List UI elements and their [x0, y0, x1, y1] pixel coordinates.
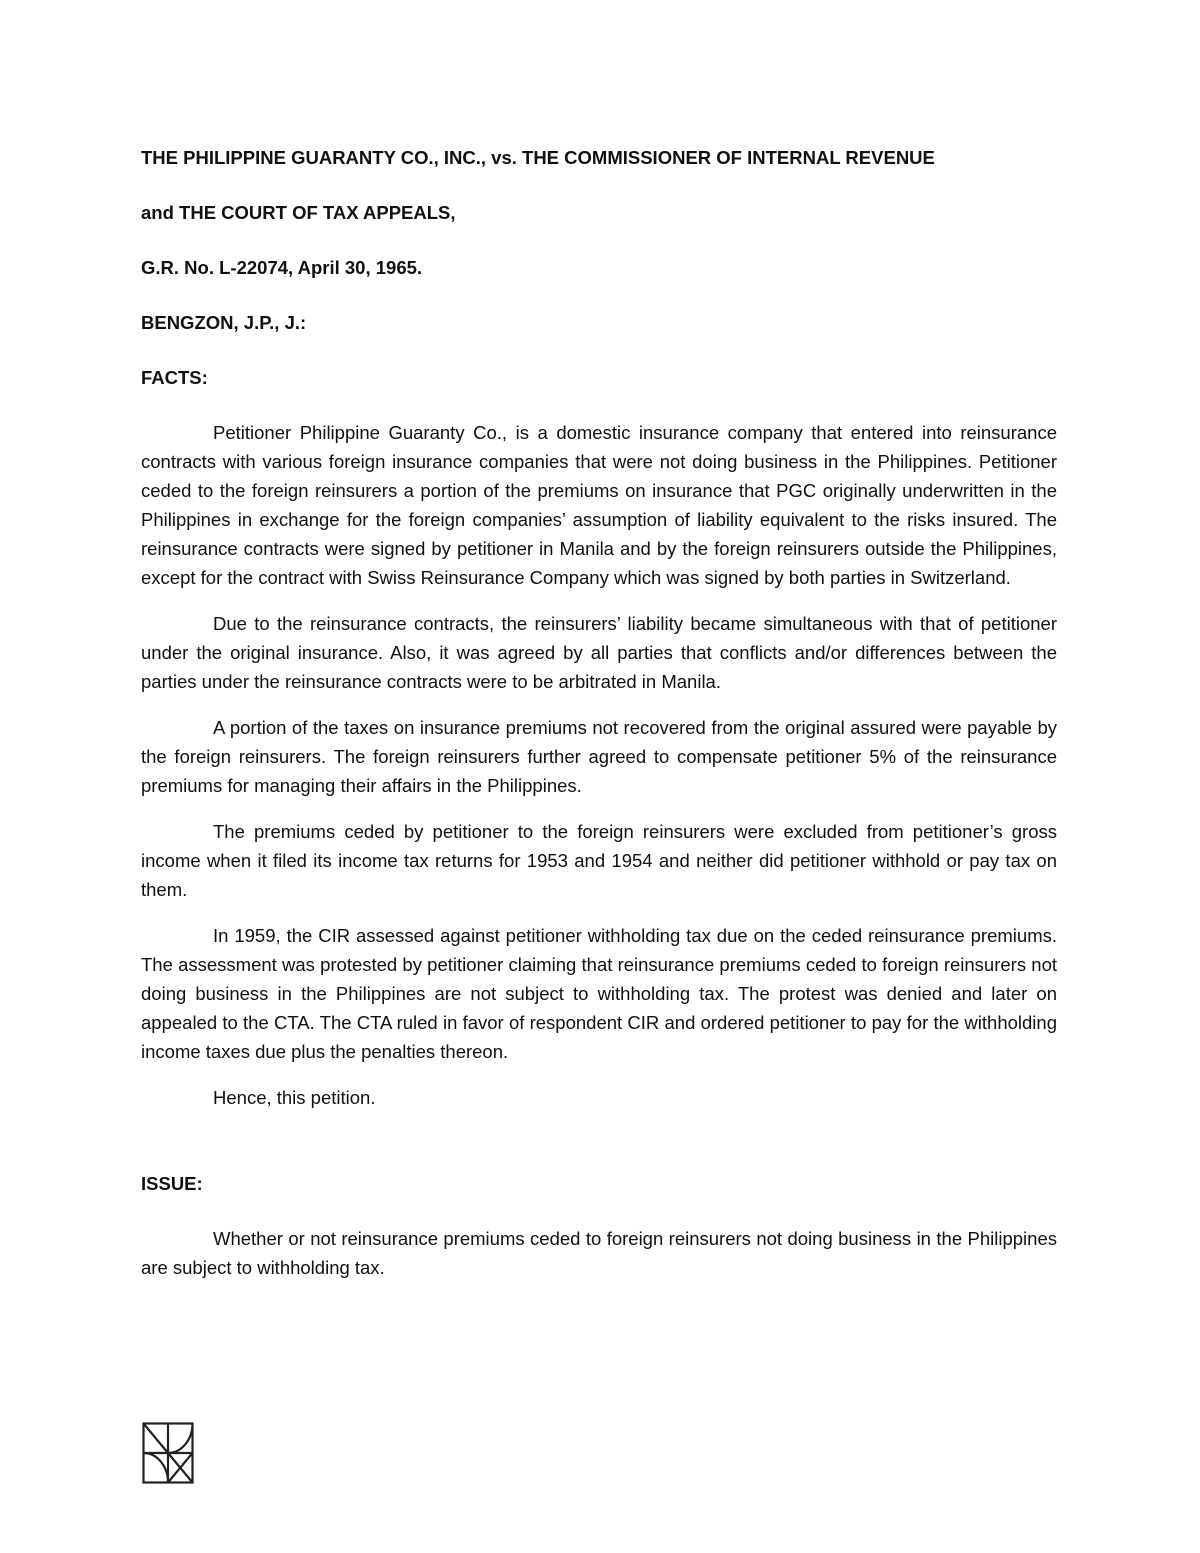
- studocu-logo-icon: [142, 1422, 194, 1484]
- issue-paragraph: Whether or not reinsurance premiums ceded to foreign reinsurers not doing business in the Philippines are subject to withholding tax.: [141, 1228, 1057, 1278]
- facts-paragraph: Petitioner Philippine Guaranty Co., is a domestic insurance company that entered into reinsurance contracts with various foreign insurance companies that were not doing business in the Philippines. Petitioner ceded to the foreign reinsurers a portion of the premiums on insurance that PGC originally underwritten in the Philippines in exchange for the foreign companies’ assumption of liability equivalent to the risks insured. The reinsurance contracts were signed by petitioner in Manila and by the foreign reinsurers outside the Philippines, except for the contract with Swiss Reinsurance Company which was signed by both parties in Switzerland.: [141, 422, 1057, 588]
- facts-heading: FACTS:: [141, 367, 208, 388]
- case-number: G.R. No. L-22074, April 30, 1965.: [141, 257, 423, 278]
- document-body: [141, 143, 1057, 1299]
- facts-paragraph: A portion of the taxes on insurance premiums not recovered from the original assured were payable by the foreign reinsurers. The foreign reinsurers further agreed to compensate petitioner 5% of the reinsurance premiums for managing their affairs in the Philippines.: [141, 717, 1057, 796]
- facts-paragraph: The premiums ceded by petitioner to the foreign reinsurers were excluded from petitioner’s gross income when it filed its income tax returns for 1953 and 1954 and neither did petitioner withhold or pay tax on them.: [141, 821, 1057, 900]
- case-title-line-1: THE PHILIPPINE GUARANTY CO., INC., vs. THE COMMISSIONER OF INTERNAL REVENUE: [141, 147, 935, 168]
- case-title-line-2: and THE COURT OF TAX APPEALS,: [141, 202, 456, 223]
- issue-heading: ISSUE:: [141, 1173, 203, 1194]
- section-spacer: [141, 1129, 1057, 1169]
- facts-paragraph: Hence, this petition.: [213, 1087, 376, 1108]
- facts-paragraph: In 1959, the CIR assessed against petitioner withholding tax due on the ceded reinsurance premiums. The assessment was protested by petitioner claiming that reinsurance premiums ceded to foreign reinsurers not doing business in the Philippines are not subject to withholding tax. The protest was denied and later on appealed to the CTA. The CTA ruled in favor of respondent CIR and ordered petitioner to pay for the withholding income taxes due plus the penalties thereon.: [141, 925, 1057, 1062]
- ponente: BENGZON, J.P., J.:: [141, 312, 307, 333]
- facts-paragraph: Due to the reinsurance contracts, the reinsurers’ liability became simultaneous with that of petitioner under the original insurance. Also, it was agreed by all parties that conflicts and/or differences between the parties under the reinsurance contracts were to be arbitrated in Manila.: [141, 613, 1057, 692]
